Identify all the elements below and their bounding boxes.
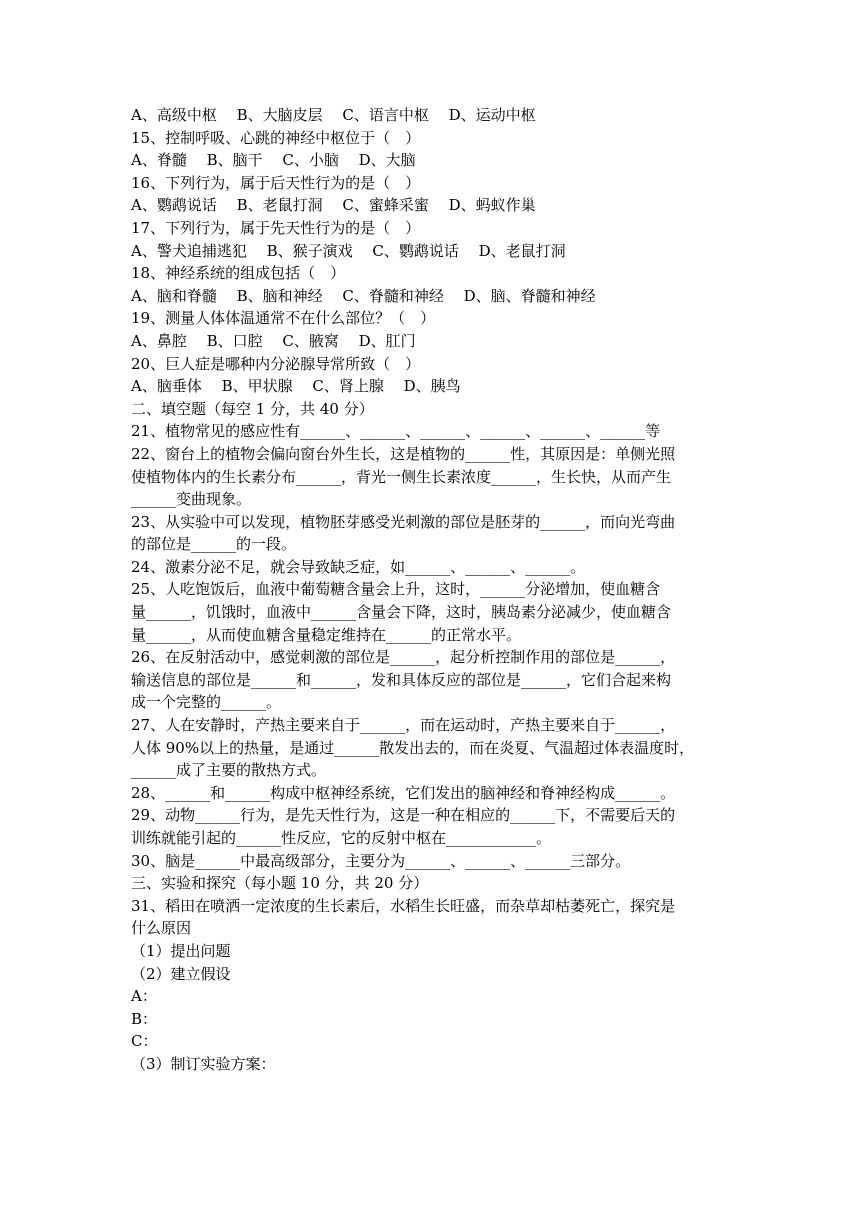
text-line: A、脑垂体 B、甲状腺 C、肾上腺 D、胰鸟 [131,377,461,396]
text-line: 量______，饥饿时，血液中______含量会下降，这时，胰岛素分泌减少，使血糖含 [131,603,672,622]
text-line: 26、在反射活动中，感觉刺激的部位是______，起分析控制作用的部位是______， [131,648,676,667]
text-line: 25、人吃饱饭后，血液中葡萄糖含量会上升，这时，______分泌增加，使血糖含 [131,580,661,599]
text-line: A、鹦鹉说话 B、老鼠打洞 C、蜜蜂采蜜 D、蚂蚁作巢 [131,196,536,215]
text-line: 输送信息的部位是______和______，发和具体反应的部位是______，它们合起来构 [131,670,672,689]
text-line: C： [131,1032,158,1051]
text-line: 30、脑是______中最高级部分，主要分为______、______、______三部分。 [131,851,631,870]
text-line: 人体 90%以上的热量，是通过______散发出去的，而在炎夏、气温超过体表温度时， [131,738,695,757]
text-line: 使植物体内的生长素分布______，背光一侧生长素浓度______，生长快，从而产生 [131,467,672,486]
text-line: B： [131,1009,158,1028]
text-line: 的部位是______的一段。 [131,535,297,554]
text-line: A、鼻腔 B、口腔 C、腋窝 D、肛门 [131,331,416,350]
text-line: （2）建立假设 [131,964,231,983]
text-line: 27、人在安静时，产热主要来自于______，而在运动时，产热主要来自于______， [131,716,676,735]
text-line: （3）制订实验方案： [131,1054,276,1073]
text-line: 什么原因 [131,919,192,938]
text-line: 28、______和______构成中枢神经系统，它们发出的脑神经和脊神经构成______。 [131,783,676,802]
text-line: A、警犬追捕逃犯 B、猴子演戏 C、鹦鹉说话 D、老鼠打洞 [131,241,566,260]
text-line: 17、下列行为，属于先天性行为的是（ ） [131,218,421,237]
text-line: 三、实验和探究（每小题 10 分，共 20 分） [131,874,429,893]
text-line: 二、填空题（每空 1 分，共 40 分） [131,399,374,418]
text-line: ______成了主要的散热方式。 [131,761,327,780]
text-line: A、高级中枢 B、大脑皮层 C、语言中枢 D、运动中枢 [131,106,536,124]
text-line: 31、稻田在喷洒一定浓度的生长素后，水稻生长旺盛，而杂草却枯萎死亡，探究是 [131,896,676,915]
text-line: ______变曲现象。 [131,490,252,509]
text-line: A、脊髓 B、脑干 C、小脑 D、大脑 [131,151,416,170]
text-line: 29、动物______行为，是先天性行为，这是一种在相应的______下，不需要后天的 [131,806,676,825]
text-line: 23、从实验中可以发现，植物胚芽感受光刺激的部位是胚芽的______，而向光弯曲 [131,512,676,531]
text-line: 19、测量人体体温通常不在什么部位？（ ） [131,309,436,328]
text-line: 22、窗台上的植物会偏向窗台外生长，这是植物的______性，其原因是：单侧光照 [131,444,676,463]
text-line: 20、巨人症是哪种内分泌腺导常所致（ ） [131,354,421,373]
text-line: 18、神经系统的组成包括（ ） [131,264,346,283]
text-line: 21、植物常见的感应性有______、______、______、______、______、______等 [131,422,661,441]
text-line: A： [131,987,157,1006]
text-line: 成一个完整的______。 [131,693,282,712]
text-line: 15、控制呼吸、心跳的神经中枢位于（ ） [131,128,421,147]
text-line: 量______，从而使血糖含量稳定维持在______的正常水平。 [131,625,522,644]
text-line: A、脑和脊髓 B、脑和神经 C、脊髓和神经 D、脑、脊髓和神经 [131,286,596,305]
document-page [131,104,735,1076]
text-line: （1）提出问题 [131,941,231,960]
text-line: 24、激素分泌不足，就会导致缺乏症，如______、______、______。 [131,557,586,576]
text-line: 训练就能引起的______性反应，它的反射中枢在____________。 [131,829,552,847]
text-line: 16、下列行为，属于后天性行为的是（ ） [131,173,421,192]
